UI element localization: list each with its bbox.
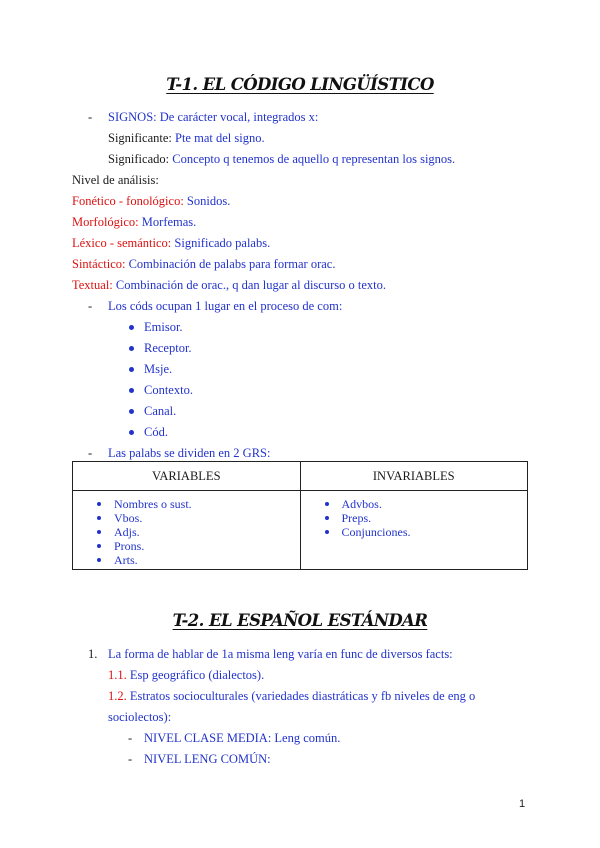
bullet-icon bbox=[129, 346, 134, 351]
level-label: Léxico - semántico: bbox=[72, 236, 172, 250]
list-item bbox=[73, 511, 300, 525]
list-item bbox=[73, 497, 300, 511]
bullet-icon bbox=[129, 325, 134, 330]
significado-label: Significado: bbox=[108, 152, 170, 166]
level-text: Morfemas. bbox=[141, 215, 197, 229]
list-item-text: Arts. bbox=[114, 553, 138, 567]
list-item-text: Conjunciones. bbox=[341, 525, 411, 539]
level-line bbox=[72, 256, 335, 272]
bullet-icon bbox=[97, 530, 101, 534]
level-line bbox=[72, 193, 230, 209]
section-1-title: T-1. EL CÓDIGO LINGÜÍSTICO bbox=[166, 75, 434, 94]
list-item bbox=[73, 553, 300, 567]
sub-item-number: 1.2. bbox=[108, 689, 127, 703]
list-item bbox=[73, 525, 300, 539]
level-line bbox=[72, 235, 270, 251]
list-item-text: Nombres o sust. bbox=[114, 497, 192, 511]
level-text: Combinación de palabs para formar orac. bbox=[128, 257, 336, 271]
significante-line bbox=[108, 130, 265, 146]
list-item bbox=[301, 511, 528, 525]
word-groups-table bbox=[72, 461, 528, 570]
bullet-icon bbox=[325, 516, 329, 520]
list-item-text: Vbos. bbox=[114, 511, 143, 525]
list-item bbox=[301, 525, 528, 539]
palabs-text: Las palabs se dividen en 2 GRS: bbox=[108, 446, 271, 460]
variables-cell bbox=[73, 491, 301, 570]
signos-line bbox=[108, 109, 318, 125]
level-text: Sonidos. bbox=[186, 194, 231, 208]
sub-item-1 bbox=[108, 667, 264, 683]
cods-item: Emisor. bbox=[144, 320, 183, 334]
table-header-variables: VARIABLES bbox=[73, 462, 301, 491]
dash-bullet: - bbox=[88, 299, 93, 313]
cods-item: Contexto. bbox=[144, 383, 193, 397]
significado-line bbox=[108, 151, 455, 167]
list-item bbox=[301, 497, 528, 511]
level-label: Sintáctico: bbox=[72, 257, 126, 271]
bullet-icon bbox=[129, 388, 134, 393]
bullet-icon bbox=[129, 430, 134, 435]
bullet-icon bbox=[129, 367, 134, 372]
list-item-text: Advbos. bbox=[341, 497, 382, 511]
cods-text: Los códs ocupan 1 lugar en el proceso de com: bbox=[108, 299, 343, 313]
bullet-icon bbox=[97, 544, 101, 548]
sub-item-text: Estratos socioculturales (variedades diastráticas y fb niveles de eng o bbox=[129, 689, 476, 703]
page-number: 1 bbox=[519, 798, 526, 810]
significado-text: Concepto q tenemos de aquello q representan los signos. bbox=[172, 152, 456, 166]
bullet-icon bbox=[97, 558, 101, 562]
level-label: Morfológico: bbox=[72, 215, 139, 229]
bullet-icon bbox=[97, 502, 101, 506]
signos-text: De carácter vocal, integrados x: bbox=[159, 110, 319, 124]
level-line bbox=[72, 214, 196, 230]
list-item-text: Prons. bbox=[114, 539, 145, 553]
nivel-label: Nivel de análisis: bbox=[72, 173, 159, 187]
level-line bbox=[72, 277, 386, 293]
dash-bullet: - bbox=[128, 752, 133, 766]
cods-item: Cód. bbox=[144, 425, 168, 439]
list-item-text: Preps. bbox=[341, 511, 372, 525]
section-2-title: T-2. EL ESPAÑOL ESTÁNDAR bbox=[172, 611, 428, 630]
list-item bbox=[73, 539, 300, 553]
cods-item: Canal. bbox=[144, 404, 177, 418]
significante-label: Significante: bbox=[108, 131, 172, 145]
cods-item: Receptor. bbox=[144, 341, 192, 355]
level-label: Textual: bbox=[72, 278, 113, 292]
significante-text: Pte mat del signo. bbox=[175, 131, 265, 145]
level-text: Significado palabs. bbox=[174, 236, 271, 250]
signos-label: SIGNOS: bbox=[108, 110, 157, 124]
invariables-cell bbox=[300, 491, 528, 570]
bullet-icon bbox=[129, 409, 134, 414]
level-label: Fonético - fonológico: bbox=[72, 194, 184, 208]
dash-bullet: - bbox=[128, 731, 133, 745]
item-1-text: La forma de hablar de 1a misma leng varía en func de diversos facts: bbox=[108, 647, 453, 661]
sub-list-item: NIVEL CLASE MEDIA: Leng común. bbox=[144, 731, 341, 745]
level-text: Combinación de orac., q dan lugar al discurso o texto. bbox=[115, 278, 386, 292]
list-item-text: Adjs. bbox=[114, 525, 140, 539]
dash-bullet: - bbox=[88, 110, 93, 124]
sub-item-text: Esp geográfico (dialectos). bbox=[129, 668, 265, 682]
dash-bullet: - bbox=[88, 446, 93, 460]
cods-item: Msje. bbox=[144, 362, 173, 376]
sub-item-2 bbox=[108, 688, 475, 704]
bullet-icon bbox=[325, 502, 329, 506]
sub-item-number: 1.1. bbox=[108, 668, 127, 682]
bullet-icon bbox=[97, 516, 101, 520]
bullet-icon bbox=[325, 530, 329, 534]
sub-list-item: NIVEL LENG COMÚN: bbox=[144, 752, 271, 766]
table-header-invariables: INVARIABLES bbox=[300, 462, 528, 491]
item-number: 1. bbox=[88, 647, 98, 661]
sub-item-2-continued: sociolectos): bbox=[108, 710, 172, 724]
